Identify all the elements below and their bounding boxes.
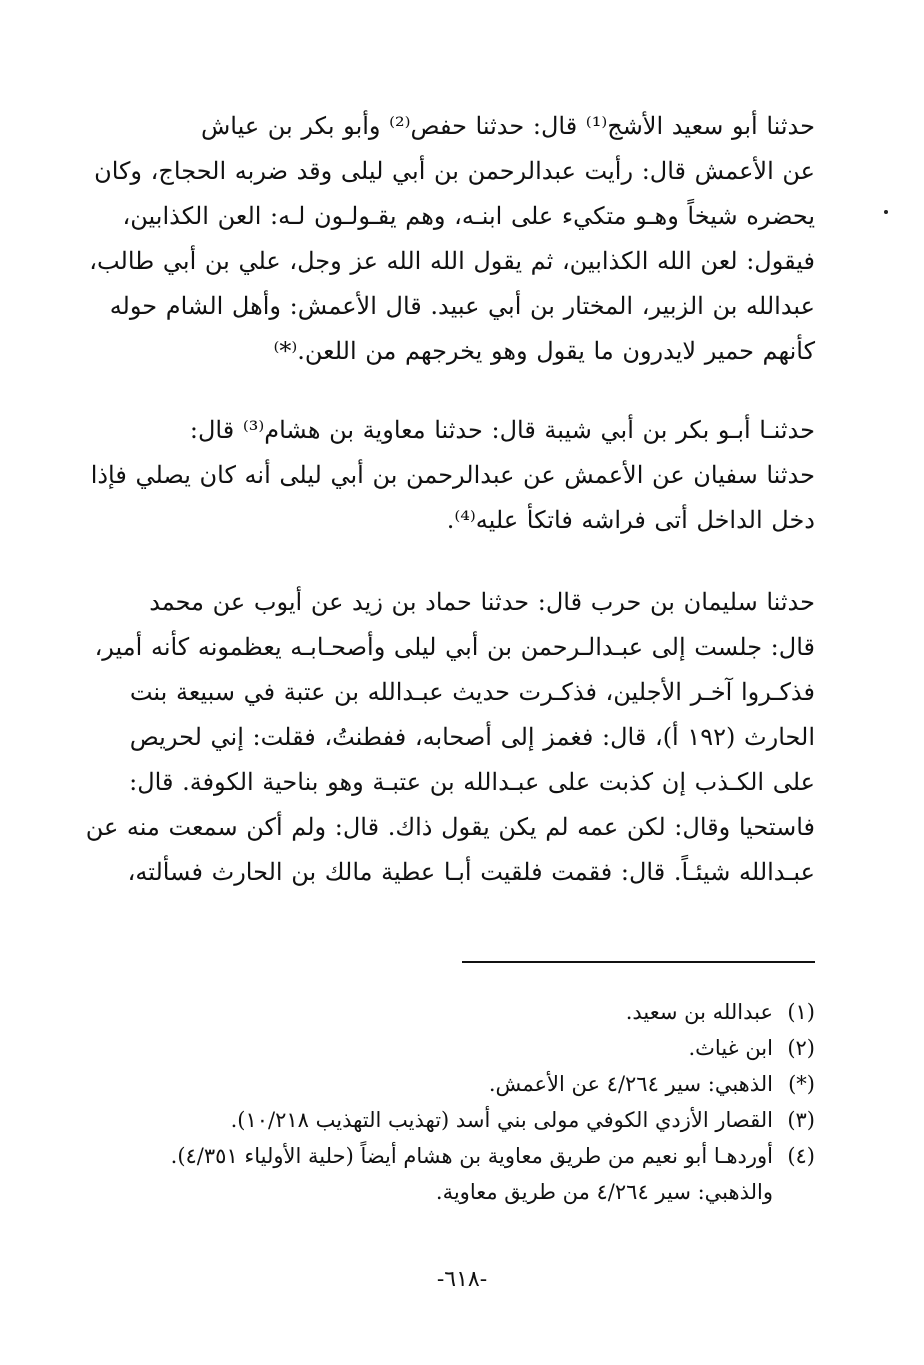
paragraph-1 bbox=[89, 104, 815, 374]
paragraph-line: كأنهم حمير لايدرون ما يقول وهو يخرجهم من اللعن.⁽*⁾ bbox=[273, 337, 815, 365]
paragraph-line: عن الأعمش قال: رأيت عبدالرحمن بن أبي ليلى وقد ضربه الحجاج، وكان bbox=[94, 157, 815, 185]
footnote-text: الذهبي: سير ٤/٢٦٤ عن الأعمش. bbox=[488, 1072, 773, 1096]
paragraph-line: دخل الداخل أتى فراشه فاتكأ عليه⁽⁴⁾. bbox=[446, 506, 815, 534]
paragraph-line: حدثنا سفيان عن الأعمش عن عبدالرحمن بن أبي ليلى أنه كان يصلي فإذا bbox=[90, 461, 815, 489]
paragraph-line: يحضره شيخاً وهـو متكيء على ابنـه، وهم يقـولـون لـه: العن الكذابين، bbox=[122, 202, 815, 230]
footnote-marker: (٤) bbox=[787, 1144, 815, 1168]
footnote-text: ابن غياث. bbox=[688, 1036, 773, 1060]
footnote-item bbox=[110, 1102, 815, 1138]
paragraph-line: فذكـروا آخـر الأجلين، فذكـرت حديث عبـدالله بن عتبة في سبيعة بنت bbox=[129, 678, 815, 706]
paragraph-line: حدثنا سليمان بن حرب قال: حدثنا حماد بن زيد عن أيوب عن محمد bbox=[149, 588, 815, 616]
footnote-marker: (*) bbox=[788, 1072, 815, 1096]
paragraph-line: عبدالله بن الزبير، المختار بن أبي عبيد. قال الأعمش: وأهل الشام حوله bbox=[109, 292, 815, 320]
paragraph-line: قال: جلست إلى عبـدالـرحمن بن أبي ليلى وأصحـابـه يعظمونه كأنه أمير، bbox=[94, 633, 815, 661]
footnote-marker: (١) bbox=[787, 1000, 815, 1024]
footnotes-list bbox=[110, 994, 815, 1210]
paragraph-2 bbox=[90, 408, 815, 543]
paragraph-line: حدثنا أبو سعيد الأشج⁽¹⁾ قال: حدثنا حفص⁽²⁾ وأبو بكر بن عياش bbox=[200, 112, 815, 140]
page-number: -٦١٨- bbox=[436, 1267, 488, 1292]
footnote-text: القصار الأزدي الكوفي مولى بني أسد (تهذيب التهذيب ١٠/٢١٨). bbox=[230, 1108, 773, 1132]
paragraph-line: فيقول: لعن الله الكذابين، ثم يقول الله الله عز وجل، علي بن أبي طالب، bbox=[89, 247, 815, 275]
footnote-item bbox=[110, 994, 815, 1030]
paragraph-line: عبـدالله شيئـاً. قال: فقمت فلقيت أبـا عطية مالك بن الحارث فسألته، bbox=[127, 858, 815, 886]
footnote-text: عبدالله بن سعيد. bbox=[625, 1000, 773, 1024]
paragraph-line: فاستحيا وقال: لكن عمه لم يكن يقول ذاك. قال: ولم أكن سمعت منه عن bbox=[85, 813, 815, 841]
footnote-item bbox=[110, 1066, 815, 1102]
footnote-divider bbox=[462, 961, 815, 963]
footnote-continuation: والذهبي: سير ٤/٢٦٤ من طريق معاوية. bbox=[435, 1180, 773, 1204]
paragraph-3 bbox=[85, 580, 815, 895]
paragraph-line: حدثنـا أبـو بكر بن أبي شيبة قال: حدثنا معاوية بن هشام⁽³⁾ قال: bbox=[189, 416, 815, 444]
paragraph-line: الحارث (١٩٢ أ)، قال: فغمز إلى أصحابه، ففطنتُ، فقلت: إني لحريص bbox=[129, 723, 815, 751]
footnote-item bbox=[110, 1030, 815, 1066]
margin-dot bbox=[884, 210, 888, 214]
footnote-item bbox=[110, 1138, 815, 1210]
footnote-marker: (٣) bbox=[787, 1108, 815, 1132]
footnote-text: أوردهـا أبو نعيم من طريق معاوية بن هشام أيضاً (حلية الأولياء ٤/٣٥١). bbox=[170, 1144, 773, 1168]
paragraph-line: على الكـذب إن كذبت على عبـدالله بن عتبـة وهو بناحية الكوفة. قال: bbox=[129, 768, 815, 796]
footnote-marker: (٢) bbox=[787, 1036, 815, 1060]
